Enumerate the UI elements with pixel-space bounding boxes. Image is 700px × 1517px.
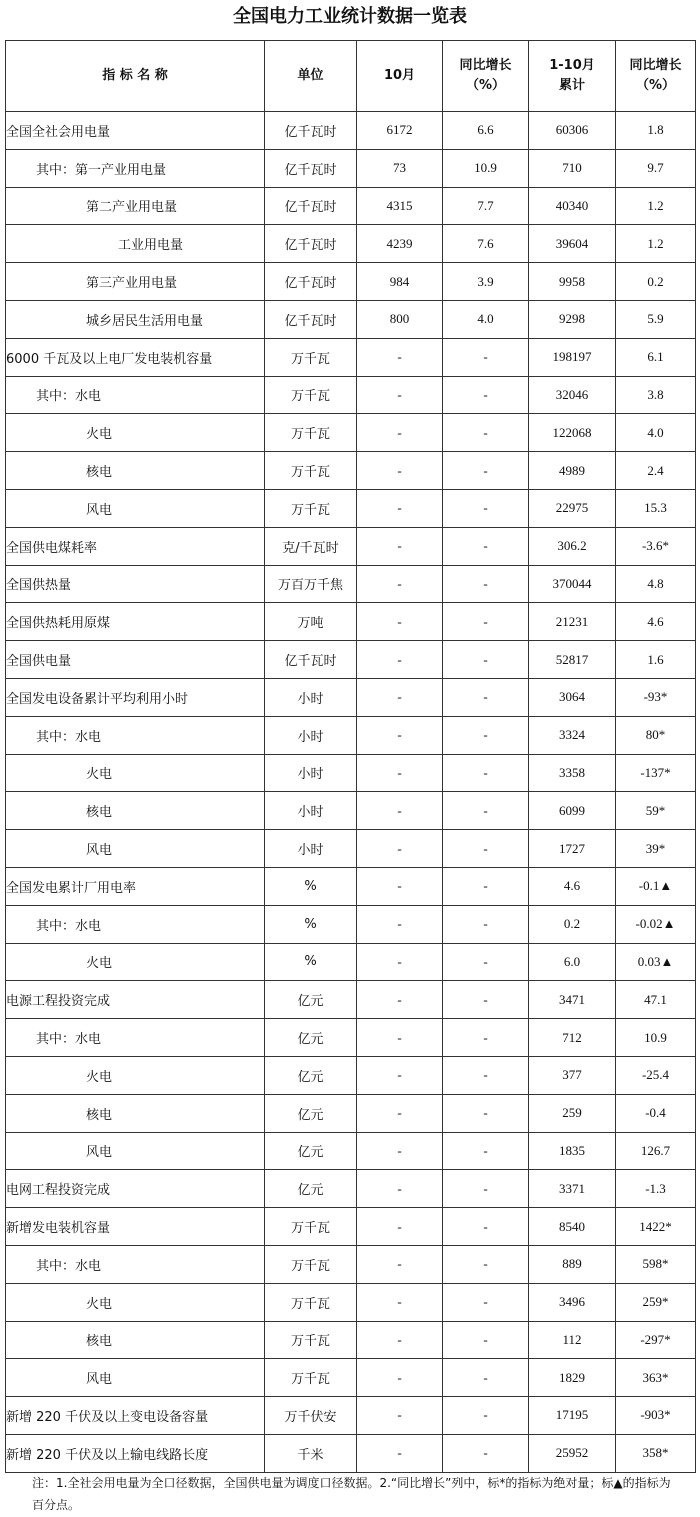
- table-title: 全国电力工业统计数据一览表: [233, 6, 467, 27]
- table-row: [6, 1094, 696, 1132]
- row-october-yoy-cell: -: [443, 1019, 529, 1057]
- row-october-cell: -: [357, 830, 443, 868]
- table-row: [6, 376, 696, 414]
- row-unit-cell: 亿元: [265, 1094, 357, 1132]
- footnote: 注：1.全社会用电量为全口径数据，全国供电量为调度口径数据。2.“同比增长”列中，标*的指标为绝对量；标▲的指标为百分点。: [32, 1476, 671, 1512]
- row-cumulative-yoy-cell: 5.9: [616, 300, 696, 338]
- row-unit-cell: %: [265, 867, 357, 905]
- row-cumulative-yoy-cell: 363*: [616, 1359, 696, 1397]
- row-october-cell: -: [357, 1208, 443, 1246]
- row-name-cell: 全国供电煤耗率: [6, 527, 265, 565]
- row-october-cell: 984: [357, 263, 443, 301]
- row-october-cell: -: [357, 867, 443, 905]
- table-row: [6, 1434, 696, 1472]
- row-name-cell: 全国全社会用电量: [6, 112, 265, 150]
- row-cumulative-yoy-cell: -3.6*: [616, 527, 696, 565]
- row-october-cell: -: [357, 716, 443, 754]
- row-unit-cell: 万千瓦: [265, 414, 357, 452]
- row-unit-cell: 亿元: [265, 1170, 357, 1208]
- table-row: [6, 414, 696, 452]
- row-cumulative-yoy-cell: 4.8: [616, 565, 696, 603]
- row-cumulative-yoy-cell: 0.2: [616, 263, 696, 301]
- row-october-yoy-cell: -: [443, 1170, 529, 1208]
- row-cumulative-yoy-cell: 1.6: [616, 641, 696, 679]
- row-cumulative-yoy-cell: 4.0: [616, 414, 696, 452]
- table-row: [6, 905, 696, 943]
- table-row: [6, 867, 696, 905]
- row-october-yoy-cell: 7.6: [443, 225, 529, 263]
- row-october-cell: -: [357, 565, 443, 603]
- table-row: [6, 338, 696, 376]
- row-cumulative-yoy-cell: -25.4: [616, 1056, 696, 1094]
- row-cumulative-cell: 8540: [529, 1208, 616, 1246]
- row-october-yoy-cell: -: [443, 678, 529, 716]
- row-october-yoy-cell: -: [443, 527, 529, 565]
- row-cumulative-yoy-cell: -0.02▲: [616, 905, 696, 943]
- row-october-cell: -: [357, 1132, 443, 1170]
- table-row: [6, 754, 696, 792]
- row-october-yoy-cell: 10.9: [443, 149, 529, 187]
- row-unit-cell: 克/千瓦时: [265, 527, 357, 565]
- row-october-yoy-cell: -: [443, 1321, 529, 1359]
- row-cumulative-cell: 9298: [529, 300, 616, 338]
- header-october-yoy: 同比增长 （%）: [443, 41, 529, 112]
- row-october-cell: -: [357, 1283, 443, 1321]
- row-october-cell: -: [357, 489, 443, 527]
- table-row: [6, 603, 696, 641]
- row-cumulative-yoy-cell: 2.4: [616, 452, 696, 490]
- row-october-cell: -: [357, 754, 443, 792]
- table-row: [6, 149, 696, 187]
- row-unit-cell: 小时: [265, 754, 357, 792]
- table-row: [6, 1359, 696, 1397]
- row-cumulative-yoy-cell: -903*: [616, 1397, 696, 1435]
- row-october-cell: 4315: [357, 187, 443, 225]
- row-unit-cell: 小时: [265, 678, 357, 716]
- row-name-cell: 风电: [6, 489, 265, 527]
- row-unit-cell: 亿千瓦时: [265, 112, 357, 150]
- row-october-cell: 6172: [357, 112, 443, 150]
- row-cumulative-cell: 3496: [529, 1283, 616, 1321]
- row-cumulative-yoy-cell: 1.2: [616, 187, 696, 225]
- row-october-cell: -: [357, 414, 443, 452]
- row-unit-cell: 万千瓦: [265, 1359, 357, 1397]
- row-october-cell: 800: [357, 300, 443, 338]
- row-cumulative-yoy-cell: 126.7: [616, 1132, 696, 1170]
- row-october-cell: -: [357, 1359, 443, 1397]
- row-cumulative-yoy-cell: 259*: [616, 1283, 696, 1321]
- row-name-cell: 6000 千瓦及以上电厂发电装机容量: [6, 338, 265, 376]
- row-cumulative-yoy-cell: -137*: [616, 754, 696, 792]
- table-row: [6, 792, 696, 830]
- table-row: [6, 1019, 696, 1057]
- row-october-yoy-cell: 4.0: [443, 300, 529, 338]
- row-cumulative-cell: 1727: [529, 830, 616, 868]
- row-cumulative-yoy-cell: 10.9: [616, 1019, 696, 1057]
- row-cumulative-cell: 9958: [529, 263, 616, 301]
- row-cumulative-cell: 306.2: [529, 527, 616, 565]
- row-cumulative-yoy-cell: 80*: [616, 716, 696, 754]
- row-october-cell: -: [357, 1321, 443, 1359]
- row-cumulative-cell: 4.6: [529, 867, 616, 905]
- table-row: [6, 1208, 696, 1246]
- row-unit-cell: 亿元: [265, 1132, 357, 1170]
- row-october-yoy-cell: 3.9: [443, 263, 529, 301]
- row-unit-cell: 万千瓦: [265, 376, 357, 414]
- row-october-cell: -: [357, 338, 443, 376]
- row-october-cell: -: [357, 1245, 443, 1283]
- header-indicator-name: 指 标 名 称: [6, 41, 265, 112]
- row-name-cell: 电网工程投资完成: [6, 1170, 265, 1208]
- row-october-cell: -: [357, 452, 443, 490]
- row-name-cell: 其中：水电: [6, 905, 265, 943]
- row-name-cell: 电源工程投资完成: [6, 981, 265, 1019]
- row-october-yoy-cell: -: [443, 867, 529, 905]
- row-october-cell: -: [357, 1434, 443, 1472]
- row-october-yoy-cell: -: [443, 1056, 529, 1094]
- row-cumulative-cell: 112: [529, 1321, 616, 1359]
- row-cumulative-cell: 712: [529, 1019, 616, 1057]
- row-october-cell: -: [357, 981, 443, 1019]
- row-october-cell: 4239: [357, 225, 443, 263]
- row-cumulative-cell: 1835: [529, 1132, 616, 1170]
- row-october-cell: 73: [357, 149, 443, 187]
- row-unit-cell: 亿元: [265, 1019, 357, 1057]
- row-cumulative-yoy-cell: 9.7: [616, 149, 696, 187]
- row-october-yoy-cell: 7.7: [443, 187, 529, 225]
- row-name-cell: 城乡居民生活用电量: [6, 300, 265, 338]
- row-october-yoy-cell: -: [443, 338, 529, 376]
- row-name-cell: 火电: [6, 1283, 265, 1321]
- row-cumulative-yoy-cell: 15.3: [616, 489, 696, 527]
- row-cumulative-cell: 0.2: [529, 905, 616, 943]
- row-cumulative-yoy-cell: -1.3: [616, 1170, 696, 1208]
- table-row: [6, 1245, 696, 1283]
- table-row: [6, 716, 696, 754]
- row-cumulative-cell: 17195: [529, 1397, 616, 1435]
- table-row: [6, 489, 696, 527]
- row-unit-cell: 亿千瓦时: [265, 187, 357, 225]
- row-name-cell: 其中：水电: [6, 1019, 265, 1057]
- header-unit: 单位: [265, 41, 357, 112]
- table-row: [6, 1321, 696, 1359]
- row-cumulative-yoy-cell: 1422*: [616, 1208, 696, 1246]
- row-cumulative-yoy-cell: -93*: [616, 678, 696, 716]
- row-october-yoy-cell: -: [443, 1397, 529, 1435]
- row-cumulative-cell: 60306: [529, 112, 616, 150]
- row-cumulative-cell: 889: [529, 1245, 616, 1283]
- row-cumulative-cell: 4989: [529, 452, 616, 490]
- row-unit-cell: 亿千瓦时: [265, 149, 357, 187]
- row-name-cell: 核电: [6, 1094, 265, 1132]
- table-row: [6, 1283, 696, 1321]
- row-cumulative-yoy-cell: 0.03▲: [616, 943, 696, 981]
- row-name-cell: 新增 220 千伏及以上变电设备容量: [6, 1397, 265, 1435]
- row-unit-cell: 万吨: [265, 603, 357, 641]
- row-unit-cell: 万千瓦: [265, 338, 357, 376]
- row-name-cell: 其中：水电: [6, 716, 265, 754]
- row-unit-cell: 万千瓦: [265, 1208, 357, 1246]
- row-unit-cell: 亿千瓦时: [265, 641, 357, 679]
- row-cumulative-yoy-cell: -0.1▲: [616, 867, 696, 905]
- row-cumulative-yoy-cell: 598*: [616, 1245, 696, 1283]
- row-cumulative-cell: 710: [529, 149, 616, 187]
- row-unit-cell: 亿千瓦时: [265, 263, 357, 301]
- row-unit-cell: 万千瓦: [265, 1245, 357, 1283]
- row-october-cell: -: [357, 943, 443, 981]
- row-october-yoy-cell: -: [443, 1208, 529, 1246]
- row-cumulative-cell: 198197: [529, 338, 616, 376]
- row-name-cell: 全国供电量: [6, 641, 265, 679]
- row-name-cell: 核电: [6, 1321, 265, 1359]
- row-october-yoy-cell: -: [443, 489, 529, 527]
- row-cumulative-cell: 21231: [529, 603, 616, 641]
- row-october-yoy-cell: -: [443, 641, 529, 679]
- row-unit-cell: %: [265, 943, 357, 981]
- row-cumulative-cell: 22975: [529, 489, 616, 527]
- table-row: [6, 1397, 696, 1435]
- row-name-cell: 全国发电累计厂用电率: [6, 867, 265, 905]
- row-unit-cell: 万千瓦: [265, 1321, 357, 1359]
- table-row: [6, 452, 696, 490]
- row-october-yoy-cell: -: [443, 1245, 529, 1283]
- table-row: [6, 565, 696, 603]
- row-october-yoy-cell: -: [443, 1283, 529, 1321]
- row-name-cell: 火电: [6, 754, 265, 792]
- row-cumulative-yoy-cell: 1.8: [616, 112, 696, 150]
- row-october-cell: -: [357, 1019, 443, 1057]
- row-cumulative-cell: 3471: [529, 981, 616, 1019]
- table-row: [6, 527, 696, 565]
- row-october-yoy-cell: -: [443, 1094, 529, 1132]
- row-unit-cell: 万千瓦: [265, 489, 357, 527]
- row-october-yoy-cell: -: [443, 905, 529, 943]
- row-name-cell: 风电: [6, 1132, 265, 1170]
- row-october-cell: -: [357, 905, 443, 943]
- row-unit-cell: 小时: [265, 716, 357, 754]
- row-cumulative-cell: 40340: [529, 187, 616, 225]
- row-cumulative-cell: 3358: [529, 754, 616, 792]
- row-cumulative-cell: 32046: [529, 376, 616, 414]
- row-unit-cell: 万千瓦: [265, 452, 357, 490]
- table-row: [6, 1056, 696, 1094]
- row-name-cell: 其中：水电: [6, 1245, 265, 1283]
- row-october-yoy-cell: -: [443, 376, 529, 414]
- header-cumulative-yoy: 同比增长 （%）: [616, 41, 696, 112]
- row-cumulative-cell: 3324: [529, 716, 616, 754]
- row-cumulative-cell: 3371: [529, 1170, 616, 1208]
- row-october-yoy-cell: -: [443, 1359, 529, 1397]
- row-unit-cell: %: [265, 905, 357, 943]
- row-name-cell: 全国发电设备累计平均利用小时: [6, 678, 265, 716]
- row-october-cell: -: [357, 1397, 443, 1435]
- row-cumulative-yoy-cell: 59*: [616, 792, 696, 830]
- row-unit-cell: 万百万千焦: [265, 565, 357, 603]
- row-cumulative-yoy-cell: 1.2: [616, 225, 696, 263]
- header-row: [6, 41, 696, 112]
- row-name-cell: 风电: [6, 830, 265, 868]
- row-october-cell: -: [357, 527, 443, 565]
- row-october-cell: -: [357, 678, 443, 716]
- row-cumulative-yoy-cell: 358*: [616, 1434, 696, 1472]
- table-row: [6, 1132, 696, 1170]
- row-cumulative-yoy-cell: 3.8: [616, 376, 696, 414]
- row-october-cell: -: [357, 641, 443, 679]
- row-october-yoy-cell: -: [443, 830, 529, 868]
- row-name-cell: 风电: [6, 1359, 265, 1397]
- row-cumulative-yoy-cell: 47.1: [616, 981, 696, 1019]
- row-october-cell: -: [357, 1170, 443, 1208]
- row-name-cell: 全国供热耗用原煤: [6, 603, 265, 641]
- row-october-cell: -: [357, 603, 443, 641]
- row-october-yoy-cell: 6.6: [443, 112, 529, 150]
- row-cumulative-yoy-cell: 4.6: [616, 603, 696, 641]
- row-october-yoy-cell: -: [443, 414, 529, 452]
- row-october-yoy-cell: -: [443, 565, 529, 603]
- row-cumulative-cell: 52817: [529, 641, 616, 679]
- table-row: [6, 300, 696, 338]
- row-name-cell: 第二产业用电量: [6, 187, 265, 225]
- row-name-cell: 新增 220 千伏及以上输电线路长度: [6, 1434, 265, 1472]
- header-cumulative: 1-10月 累计: [529, 41, 616, 112]
- row-cumulative-cell: 39604: [529, 225, 616, 263]
- row-name-cell: 第三产业用电量: [6, 263, 265, 301]
- row-name-cell: 全国供热量: [6, 565, 265, 603]
- table-row: [6, 1170, 696, 1208]
- row-name-cell: 火电: [6, 943, 265, 981]
- row-october-yoy-cell: -: [443, 603, 529, 641]
- row-unit-cell: 小时: [265, 830, 357, 868]
- row-october-cell: -: [357, 792, 443, 830]
- row-cumulative-cell: 259: [529, 1094, 616, 1132]
- row-october-cell: -: [357, 1094, 443, 1132]
- row-october-yoy-cell: -: [443, 452, 529, 490]
- row-october-yoy-cell: -: [443, 1434, 529, 1472]
- row-cumulative-yoy-cell: -297*: [616, 1321, 696, 1359]
- table-row: [6, 981, 696, 1019]
- table-row: [6, 225, 696, 263]
- row-unit-cell: 万千伏安: [265, 1397, 357, 1435]
- row-october-yoy-cell: -: [443, 716, 529, 754]
- table-row: [6, 112, 696, 150]
- row-cumulative-cell: 3064: [529, 678, 616, 716]
- row-unit-cell: 亿千瓦时: [265, 300, 357, 338]
- table-row: [6, 187, 696, 225]
- table-row: [6, 641, 696, 679]
- row-cumulative-cell: 1829: [529, 1359, 616, 1397]
- row-cumulative-cell: 370044: [529, 565, 616, 603]
- row-cumulative-yoy-cell: -0.4: [616, 1094, 696, 1132]
- row-unit-cell: 亿千瓦时: [265, 225, 357, 263]
- table-row: [6, 943, 696, 981]
- row-october-cell: -: [357, 376, 443, 414]
- row-unit-cell: 亿元: [265, 981, 357, 1019]
- row-name-cell: 核电: [6, 792, 265, 830]
- row-cumulative-cell: 6099: [529, 792, 616, 830]
- row-october-yoy-cell: -: [443, 1132, 529, 1170]
- statistics-table: [5, 40, 696, 1473]
- row-october-cell: -: [357, 1056, 443, 1094]
- row-unit-cell: 小时: [265, 792, 357, 830]
- table-body: [6, 112, 696, 1473]
- row-october-yoy-cell: -: [443, 754, 529, 792]
- row-name-cell: 火电: [6, 414, 265, 452]
- row-cumulative-yoy-cell: 6.1: [616, 338, 696, 376]
- row-cumulative-cell: 377: [529, 1056, 616, 1094]
- row-name-cell: 工业用电量: [6, 225, 265, 263]
- row-name-cell: 核电: [6, 452, 265, 490]
- row-unit-cell: 万千瓦: [265, 1283, 357, 1321]
- row-cumulative-cell: 122068: [529, 414, 616, 452]
- row-october-yoy-cell: -: [443, 943, 529, 981]
- table-row: [6, 263, 696, 301]
- table-row: [6, 830, 696, 868]
- row-cumulative-yoy-cell: 39*: [616, 830, 696, 868]
- table-row: [6, 678, 696, 716]
- row-name-cell: 其中：水电: [6, 376, 265, 414]
- header-october: 10月: [357, 41, 443, 112]
- row-cumulative-cell: 25952: [529, 1434, 616, 1472]
- row-october-yoy-cell: -: [443, 792, 529, 830]
- row-name-cell: 火电: [6, 1056, 265, 1094]
- row-name-cell: 其中：第一产业用电量: [6, 149, 265, 187]
- row-unit-cell: 亿元: [265, 1056, 357, 1094]
- row-name-cell: 新增发电装机容量: [6, 1208, 265, 1246]
- row-unit-cell: 千米: [265, 1434, 357, 1472]
- row-cumulative-cell: 6.0: [529, 943, 616, 981]
- row-october-yoy-cell: -: [443, 981, 529, 1019]
